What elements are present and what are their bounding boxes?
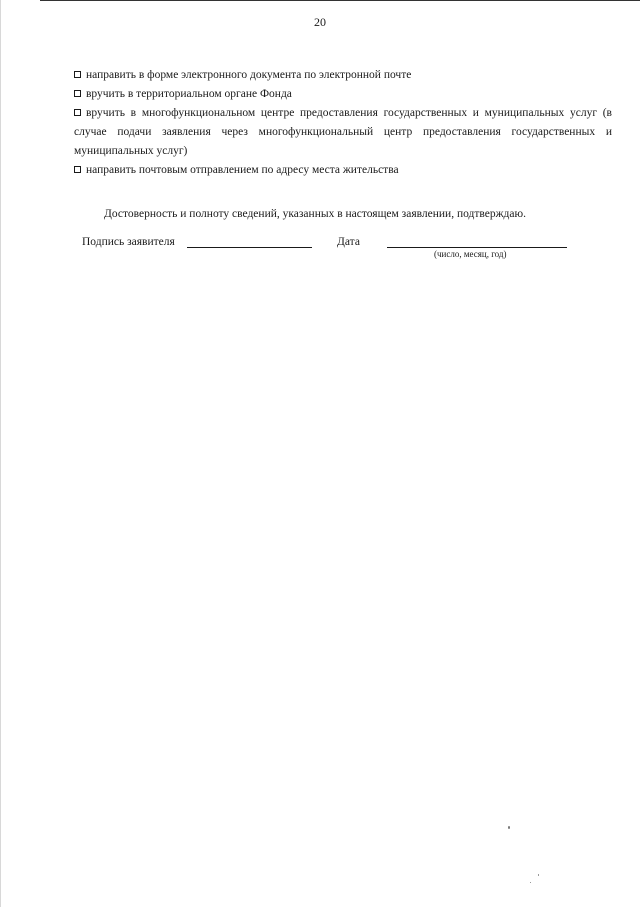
date-hint: (число, месяц, год) <box>434 249 507 259</box>
option-postal[interactable] <box>74 161 612 180</box>
scan-speck <box>530 882 531 883</box>
delivery-options-list <box>74 66 612 180</box>
option-email[interactable] <box>74 66 612 85</box>
left-border-line <box>0 0 1 907</box>
signature-label: Подпись заявителя <box>82 236 175 248</box>
option-email-label: направить в форме электронного документа по электронной почте <box>86 69 412 81</box>
date-label: Дата <box>337 236 360 248</box>
scan-speck <box>508 826 510 829</box>
option-postal-label: направить почтовым отправлением по адресу места жительства <box>86 164 399 176</box>
top-border-line <box>40 0 640 1</box>
page-number: 20 <box>314 15 326 29</box>
checkbox-territorial-office[interactable] <box>74 90 81 97</box>
confirmation-statement: Достоверность и полноту сведений, указанных в настоящем заявлении, подтверждаю. <box>104 208 526 220</box>
option-mfc-label: вручить в многофункциональном центре предоставления государственных и муниципальных услуг (в случае подачи заявления через многофункциональный центр предоставления государственных и муниципальных услуг) <box>74 107 612 157</box>
checkbox-email[interactable] <box>74 71 81 78</box>
date-field[interactable] <box>387 247 567 248</box>
signature-row <box>82 236 582 256</box>
option-territorial-office[interactable] <box>74 85 612 104</box>
scan-speck <box>538 874 539 876</box>
option-territorial-office-label: вручить в территориальном органе Фонда <box>86 88 292 100</box>
signature-field[interactable] <box>187 247 312 248</box>
checkbox-postal[interactable] <box>74 166 81 173</box>
checkbox-mfc[interactable] <box>74 109 81 116</box>
option-mfc[interactable] <box>74 104 612 161</box>
